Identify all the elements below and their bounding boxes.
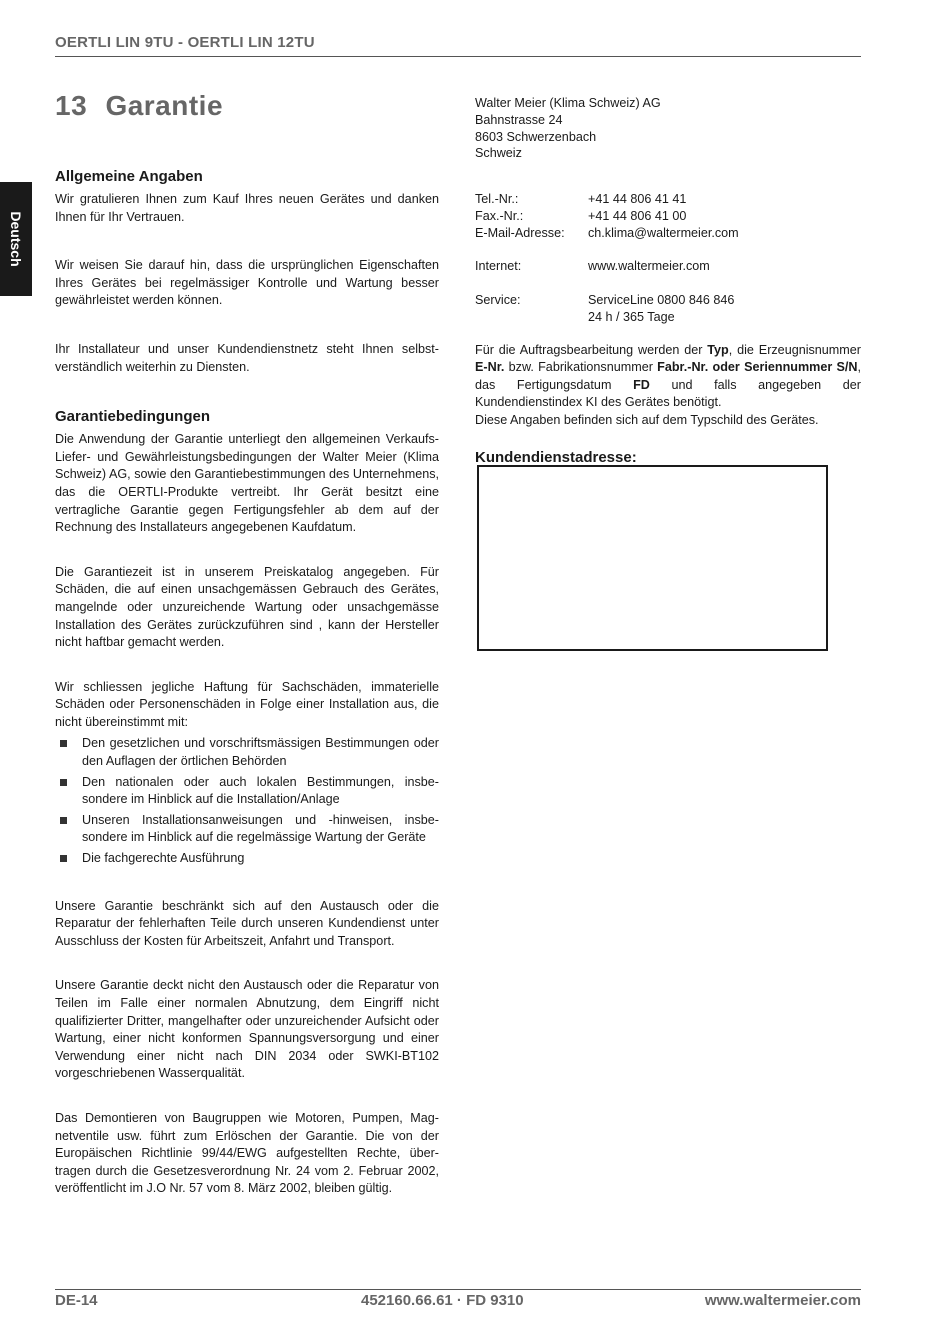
paragraph: Das Demontieren von Baugruppen wie Motoren, Pumpen, Magnetventile usw. führt zum Erlöschen der Garantie. Die von der Europäischen Richtlinie 99/44/EWG aufgestellten Rechte, übertragen durch die Gesetzesverordnung Nr. 24 vom 2. Februar 2002, veröffentlicht im J.O Nr. 57 vom 8. März 2002, bleiben gültig. <box>55 1110 439 1196</box>
website-link[interactable]: www.waltermeier.com <box>588 259 710 274</box>
phone-number: +41 44 806 41 41 <box>588 192 687 207</box>
address-line: Schweiz <box>475 146 522 161</box>
email-address: ch.klima@waltermeier.com <box>588 225 739 240</box>
contact-row-internet: Internet: www.waltermeier.com <box>475 259 710 274</box>
footer-divider <box>55 1289 861 1290</box>
footer-website[interactable]: www.waltermeier.com <box>704 1292 861 1309</box>
left-column <box>55 88 439 1198</box>
address-line: Bahnstrasse 24 <box>475 112 563 127</box>
order-info-paragraph: Für die Auftragsbearbeitung werden der Typ, die Erzeugnisnummer E-Nr. bzw. Fabrikationsnummer Fabr.-Nr. oder Seriennummer S/N, das Fertigungsdatum FD und falls angegeben der Kundendienstindex KI des Gerätes benötigt. <box>475 342 862 410</box>
list-item: Die fachgerechte Ausführung <box>55 850 439 868</box>
paragraph: Die Anwendung der Garantie unterliegt den allgemeinen Verkaufs- Liefer- und Gewährleistungsbedingungen der Walter Meier (Klima Schweiz) AG, sowie den Garantiebestimmungen des Unternehmens, das die OERTLI-Produkte vertreibt. Ihr Gerät besitzt eine vertragliche Garantie gegen Fertigungsfehler ab dem auf der Rechnung des Installateurs angegebenen Kaufdatum. <box>55 432 439 535</box>
service-line: ServiceLine 0800 846 846 <box>588 292 735 307</box>
service-address-box <box>477 465 828 651</box>
address-line: 8603 Schwerzenbach <box>475 129 597 144</box>
contact-row-tel: Tel.-Nr.: +41 44 806 41 41 <box>475 192 687 207</box>
paragraph: Wir schliessen jegliche Haftung für Sachschäden, immaterielle Schäden oder Personenschäden in Folge einer Installation aus, die nicht übereinstimmt mit: <box>55 679 439 729</box>
contact-row-email: E-Mail-Adresse: ch.klima@waltermeier.com <box>475 225 739 240</box>
address-line: Walter Meier (Klima Schweiz) AG <box>475 96 661 110</box>
paragraph: Wir gratulieren Ihnen zum Kauf Ihres neuen Gerätes und danken Ihnen für Ihr Vertrauen. <box>55 192 439 224</box>
bullet-square-icon <box>60 817 67 824</box>
header-divider <box>55 56 861 57</box>
right-column <box>475 95 861 468</box>
document-header-title: OERTLI LIN 9TU - OERTLI LIN 12TU <box>55 34 315 51</box>
bullet-square-icon <box>60 779 67 786</box>
language-tab <box>0 182 32 296</box>
order-info <box>475 342 861 430</box>
contact-row-service-hours <box>475 309 861 326</box>
section-heading-conditions: Garantiebedingungen <box>55 408 211 426</box>
page-number: DE-14 <box>55 1292 98 1309</box>
contact-row-fax: Fax.-Nr.: +41 44 806 41 00 <box>475 208 687 223</box>
language-tab-label: Deutsch <box>8 211 24 267</box>
chapter-number: 13 <box>55 90 88 121</box>
bullet-list <box>55 735 439 867</box>
section-heading-general: Allgemeine Angaben <box>55 168 203 185</box>
fax-number: +41 44 806 41 00 <box>588 208 687 223</box>
chapter-heading: Garantie <box>105 90 224 121</box>
document-number: 452160.66.61 · FD 9310 <box>361 1292 524 1309</box>
paragraph: Wir weisen Sie darauf hin, dass die ursprünglichen Eigenschaften Ihres Gerätes bei regelmässiger Kontrolle und Wartung besser gewährleistet werden können. <box>55 258 439 308</box>
list-item: Unseren Installationsanweisungen und -hinweisen, insbesondere im Hinblick auf die regelmässige Wartung der Geräte <box>55 812 439 847</box>
service-hours: 24 h / 365 Tage <box>588 309 675 324</box>
company-address <box>475 95 861 162</box>
list-item: Den nationalen oder auch lokalen Bestimmungen, insbesondere im Hinblick auf die Installation/Anlage <box>55 774 439 809</box>
list-item: Den gesetzlichen und vorschriftsmässigen Bestimmungen oder den Auflagen der örtlichen Behörden <box>55 735 439 770</box>
bullet-square-icon <box>60 740 67 747</box>
bullet-square-icon <box>60 855 67 862</box>
paragraph: Die Garantiezeit ist in unserem Preiskatalog angegeben. Für Schäden, die auf einen unsachgemässen Gebrauch des Gerätes, mangelnde oder unzureichende Wartung oder unsachgemässe Installation des Gerätes zurückzuführen sind , kann der Hersteller nicht haftbar gemacht werden. <box>55 564 439 650</box>
order-info-note: Diese Angaben befinden sich auf dem Typschild des Gerätes. <box>475 412 819 427</box>
service-address-heading: Kundendienstadresse: <box>475 448 637 466</box>
contact-row-service: Service: ServiceLine 0800 846 846 <box>475 292 735 307</box>
contact-table <box>475 191 861 325</box>
chapter-title <box>55 88 439 124</box>
paragraph: Ihr Installateur und unser Kundendienstnetz steht Ihnen selbstverständlich weiterhin zu Diensten. <box>55 341 439 374</box>
paragraph: Unsere Garantie beschränkt sich auf den Austausch oder die Reparatur der fehlerhaften Teile durch unseren Kundendienst unter Ausschluss der Kosten für Arbeitszeit, Anfahrt und Transport. <box>55 898 439 948</box>
paragraph: Unsere Garantie deckt nicht den Austausch oder die Reparatur von Teilen im Falle einer normalen Abnutzung, dem Eingriff nicht qualifizierter Dritter, mangelhafter oder unzureichender Aufsicht oder Wartung, einer nicht konformen Spannungsversorgung und einer Verwendung einer nicht nach DIN 2034 oder SWKI-BT102 vorgeschriebenen Wasserqualität. <box>55 978 439 1081</box>
